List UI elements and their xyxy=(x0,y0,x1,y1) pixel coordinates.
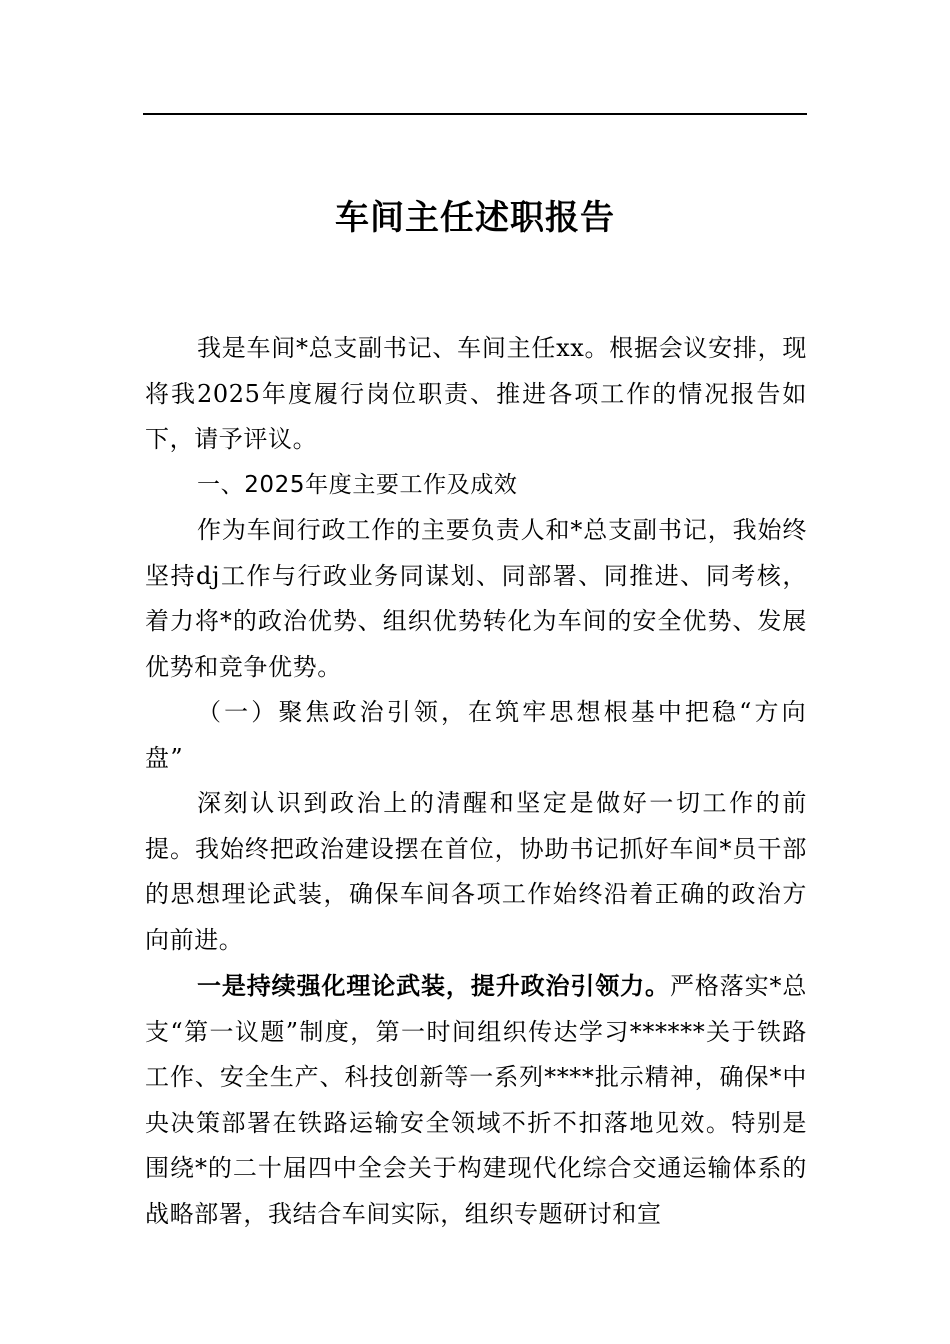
point-1-text: 严格落实*总支“第一议题”制度，第一时间组织传达学习******关于铁路工作、安全生产、科技创新等一系列****批示精神，确保*中央决策部署在铁路运输安全领域不折不扣落地见效。特别是围绕*的二十届四中全会关于构建现代化综合交通运输体系的战略部署，我结合车间实际，组织专题研讨和宣 xyxy=(145,972,807,1228)
header-rule xyxy=(143,113,807,115)
point-1-paragraph xyxy=(145,963,807,1237)
subsection-1-paragraph: 深刻认识到政治上的清醒和坚定是做好一切工作的前提。我始终把政治建设摆在首位，协助书记抓好车间*员干部的思想理论武装，确保车间各项工作始终沿着正确的政治方向前进。 xyxy=(145,789,807,954)
document-title: 车间主任述职报告 xyxy=(335,198,615,238)
subsection-1-heading: （一）聚焦政治引领，在筑牢思想根基中把稳“方向盘” xyxy=(145,698,807,772)
point-1-lead: 一是持续强化理论武装，提升政治引领力。 xyxy=(197,971,670,1000)
section-1-paragraph: 作为车间行政工作的主要负责人和*总支副书记，我始终坚持dj工作与行政业务同谋划、同部署、同推进、同考核，着力将*的政治优势、组织优势转化为车间的安全优势、发展优势和竞争优势。 xyxy=(145,516,807,681)
intro-paragraph: 我是车间*总支副书记、车间主任xx。根据会议安排，现将我2025年度履行岗位职责、推进各项工作的情况报告如下，请予评议。 xyxy=(145,334,807,453)
document-body xyxy=(145,326,807,1237)
section-1-heading: 一、2025年度主要工作及成效 xyxy=(197,471,518,498)
